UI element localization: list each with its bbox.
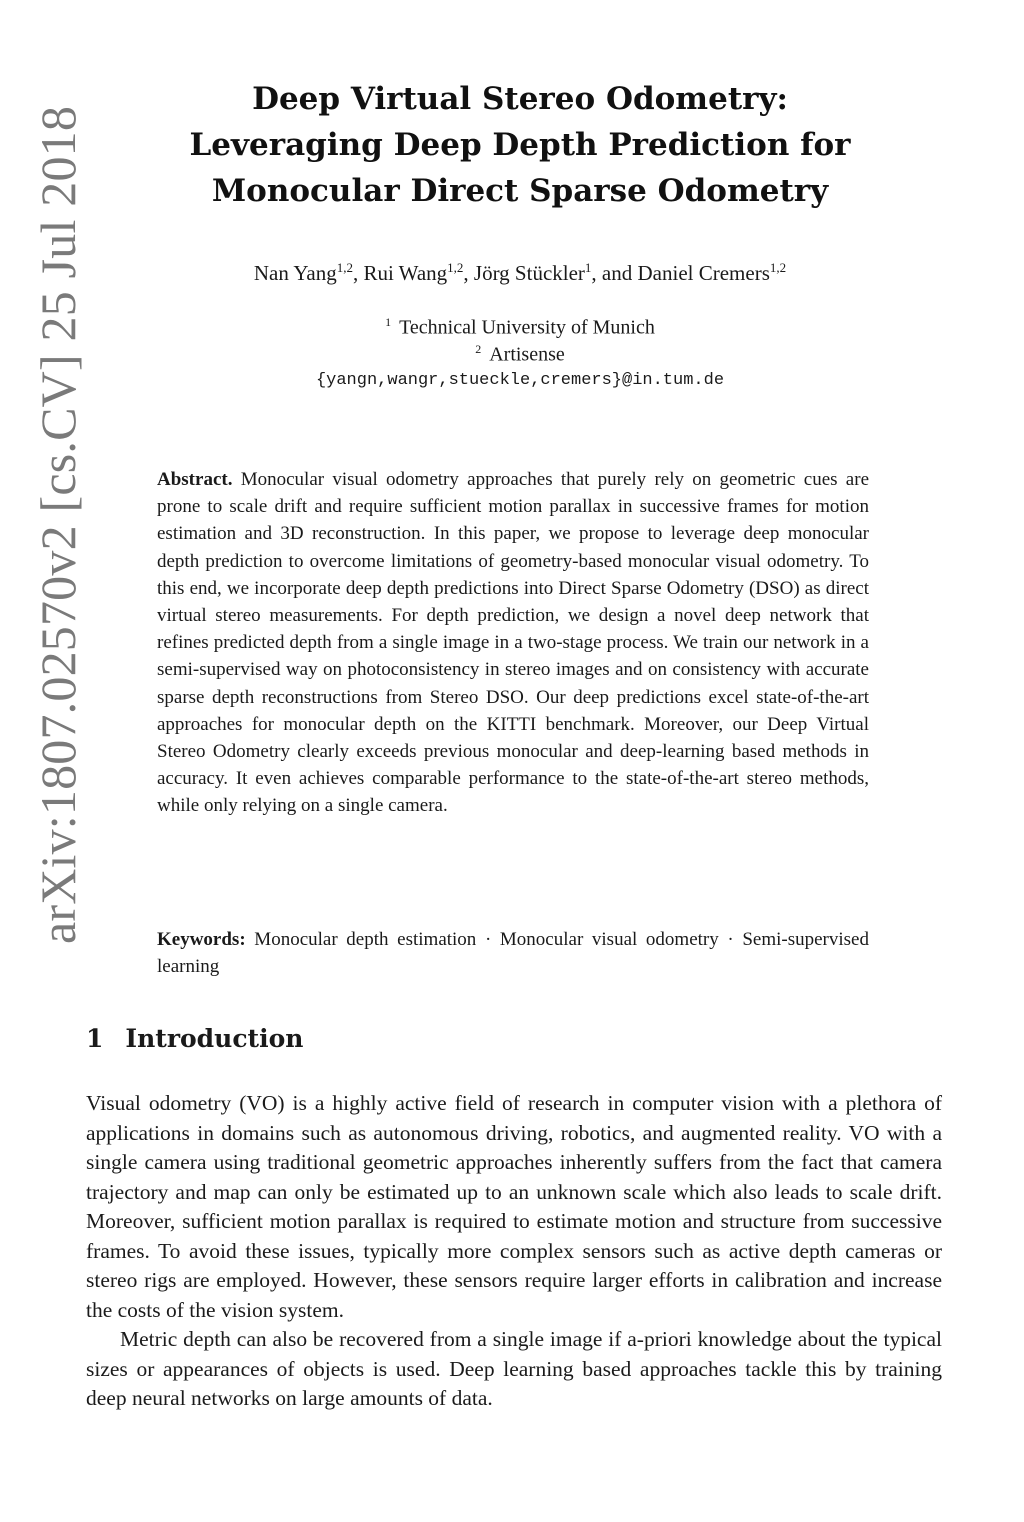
abstract-label: Abstract. xyxy=(157,469,233,490)
section-title: Introduction xyxy=(125,1024,304,1053)
affiliation xyxy=(110,342,930,367)
author-emails: {yangn,wangr,stueckle,cremers}@in.tum.de xyxy=(315,371,725,390)
keywords-text: Monocular depth estimation · Monocular visual odometry · Semi-supervised learning xyxy=(157,929,869,978)
paper-title xyxy=(110,76,930,214)
affiliation-mark: 1 xyxy=(385,315,392,329)
author-separator: , xyxy=(463,261,474,285)
affiliation xyxy=(110,315,930,340)
arxiv-identifier-stamp xyxy=(20,95,96,955)
author-affiliation-mark: 1,2 xyxy=(447,260,464,275)
title-line: Deep Virtual Stereo Odometry: xyxy=(252,81,788,117)
section-heading xyxy=(86,1024,303,1053)
abstract-text: Monocular visual odometry approaches that purely rely on geometric cues are prone to scale drift and require sufficient motion parallax in successive frames for motion estimation and 3D reconstruction. In this paper, we propose to leverage deep monocular depth prediction to overcome limitations of geometry-based monocular visual odometry. To this end, we incorporate deep depth predictions into Direct Sparse Odometry (DSO) as direct virtual stereo measurements. For depth prediction, we design a novel deep network that refines predicted depth from a single image in a two-stage process. We train our network in a semi-supervised way on photoconsistency in stereo images and on consistency with accurate sparse depth reconstructions from Stereo DSO. Our deep predictions excel state-of-the-art approaches for monocular depth on the KITTI benchmark. Moreover, our Deep Virtual Stereo Odometry clearly exceeds previous monocular and deep-learning based methods in accuracy. It even achieves comparable performance to the state-of-the-art stereo methods, while only relying on a single camera. xyxy=(157,469,869,817)
body-paragraph: Metric depth can also be recovered from a single image if a-priori knowledge about the typical sizes or appearances of objects is used. Deep learning based approaches tackle this by training deep neural networks on large amounts of data. xyxy=(86,1327,942,1410)
author-name: Rui Wang xyxy=(363,261,448,285)
author-separator: , xyxy=(352,261,364,285)
author-separator: , and xyxy=(591,261,638,285)
title-line: Monocular Direct Sparse Odometry xyxy=(211,173,829,209)
author-list xyxy=(110,260,930,286)
title-line: Leveraging Deep Depth Prediction for xyxy=(189,127,851,163)
arxiv-identifier-text: arXiv:1807.02570v2 [cs.CV] 25 Jul 2018 xyxy=(30,105,86,945)
affiliation-mark: 2 xyxy=(475,342,482,356)
section-number: 1 xyxy=(86,1024,104,1053)
body-paragraph: Visual odometry (VO) is a highly active field of research in computer vision with a plethora of applications in domains such as autonomous driving, robotics, and augmented reality. VO with a single camera using traditional geometric approaches inherently suffers from the fact that camera trajectory and map can only be estimated up to an unknown scale which also leads to scale drift. Moreover, sufficient motion parallax is required to estimate motion and structure from successive frames. To avoid these issues, typically more complex sensors such as active depth cameras or stereo rigs are employed. However, these sensors require larger efforts in calibration and increase the costs of the vision system. xyxy=(86,1091,942,1322)
keywords xyxy=(157,926,869,980)
author-affiliation-mark: 1 xyxy=(584,260,592,275)
author-name: Jörg Stückler xyxy=(473,261,585,285)
author-affiliation-mark: 1,2 xyxy=(769,260,787,275)
introduction-body xyxy=(86,1089,942,1414)
abstract xyxy=(157,466,869,820)
author-name: Nan Yang xyxy=(253,261,337,285)
affiliation-name: Technical University of Munich xyxy=(399,316,655,339)
author-affiliation-mark: 1,2 xyxy=(336,260,353,275)
affiliation-name: Artisense xyxy=(489,343,565,366)
author-name: Daniel Cremers xyxy=(637,261,770,285)
keywords-label: Keywords: xyxy=(157,929,246,950)
